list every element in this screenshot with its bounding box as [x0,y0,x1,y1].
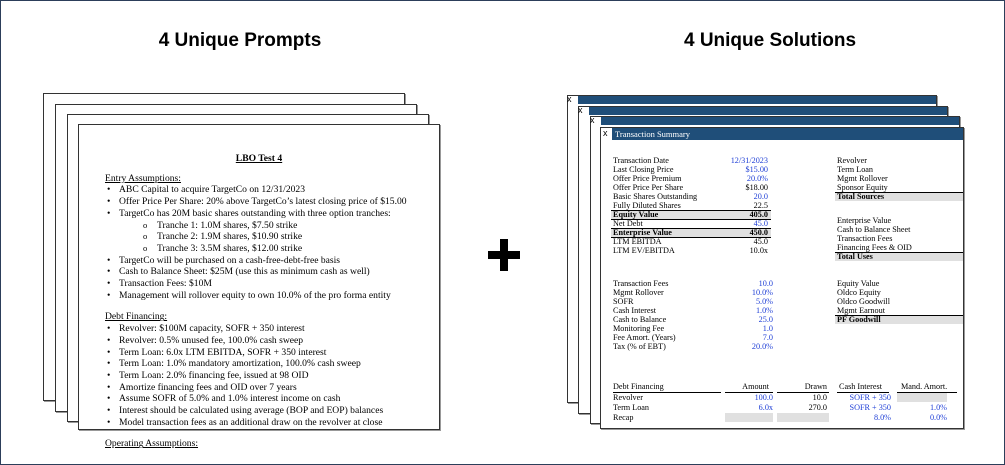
bullet-item: • ABC Capital to acquire TargetCo on 12/31/2023 [79,184,439,196]
summary-value: 45.0 [753,219,768,228]
summary-label: LTM EBITDA [613,237,662,246]
uses_rows-label: Financing Fees & OID [837,243,912,252]
bullet-item: • TargetCo will be purchased on a cash-free-debt-free basis [79,255,439,267]
summary-value: 22.5 [753,201,768,210]
prompts-heading: 4 Unique Prompts [158,30,322,51]
debt-table-header: Mand. Amort. [901,382,948,391]
assumption-value: 10.0% [751,288,773,297]
debt-table-header: Debt Financing [613,382,664,391]
assumption-label: Cash to Balance [613,315,667,324]
tranche-item: o Tranche 2: 1.9M shares, $10.90 strike [79,231,439,243]
assumption-value: 1.0% [755,306,773,315]
transaction-summary-header: Transaction Summary [612,128,963,140]
debt-row-amort: 1.0% [929,403,947,412]
summary-label: Fully Diluted Shares [613,201,681,210]
solutions-heading: 4 Unique Solutions [683,30,857,51]
summary-label: Basic Shares Outstanding [613,192,698,201]
input-shade [725,413,773,422]
assumption-label: Fee Amort. (Years) [613,333,676,342]
goodwill_rows-label: Mgmt Earnout [837,306,885,315]
debt-table-header: Amount [742,382,769,391]
debt-row-drawn: 10.0 [812,393,827,402]
debt-row-interest: SOFR + 350 [849,393,891,402]
bullet-item: • Term Loan: 1.0% mandatory amortization, 100.0% cash sweep [79,358,439,370]
summary-label: Net Debt [613,219,643,228]
debt-table-header: Drawn [804,382,827,391]
window-marker: x [567,94,572,104]
debt-financing-list [79,323,439,428]
bullet-item: • Amortize financing fees and OID over 7 years [79,382,439,394]
assumption-label: Monitoring Fee [613,324,665,333]
assumption-label: SOFR [613,297,634,306]
summary-label: Enterprise Value [613,228,672,237]
assumption-value: 20.0% [751,342,773,351]
debt-row-name: Revolver [613,393,644,402]
bullet-item: • Model transaction fees as an additional draw on the revolver at close [79,417,439,429]
prompt-title: LBO Test 4 [235,153,283,164]
assumption-label: Tax (% of EBT) [613,342,666,351]
solution-page-front [600,127,964,429]
sources_rows-label: Mgmt Rollover [837,174,888,183]
debt-row-amount: 6.0x [758,403,773,412]
entry-assumptions-list [79,184,439,301]
window-marker: x [590,115,595,125]
debt-row-interest: 8.0% [873,413,891,422]
bullet-item: • Interest should be calculated using average (BOP and EOP) balances [79,405,439,417]
uses_rows-label: Enterprise Value [837,216,892,225]
bullet-item: • Management will rollover equity to own 10.0% of the pro forma entity [79,290,439,302]
bullet-item: • Offer Price Per Share: 20% above TargetCo’s latest closing price of $15.00 [79,196,439,208]
sources_rows-label: Sponsor Equity [837,183,888,192]
window-marker: x [578,105,583,115]
assumption-value: 1.0 [762,324,773,333]
debt-row-interest: SOFR + 350 [849,403,891,412]
assumption-value: 25.0 [758,315,773,324]
sources_rows-label: Term Loan [837,165,874,174]
debt-row-drawn: 270.0 [808,403,827,412]
assumption-value: 7.0 [762,333,773,342]
debt-row-amort: 0.0% [929,413,947,422]
sources_rows-label: Total Sources [837,192,885,201]
bullet-item: • Transaction Fees: $10M [79,278,439,290]
assumption-value: 10.0 [758,279,773,288]
assumption-label: Cash Interest [613,306,656,315]
bullet-item: • Cash to Balance Sheet: $25M (use this as minimum cash as well) [79,266,439,278]
bullet-item: • Assume SOFR of 5.0% and 1.0% interest income on cash [79,393,439,405]
summary-value: $15.00 [745,165,768,174]
plus-icon [488,239,520,271]
summary-value: 20.0 [753,192,768,201]
bullet-item: • TargetCo has 20M basic shares outstanding with three option tranches: [79,208,439,220]
assumption-value: 5.0% [755,297,773,306]
summary-value: 10.0x [749,246,768,255]
summary-label: Transaction Date [613,156,669,165]
debt-row-amount: 100.0 [754,393,773,402]
bullet-item: • Term Loan: 2.0% financing fee, issued at 98 OID [79,370,439,382]
tranche-item: o Tranche 1: 1.0M shares, $7.50 strike [79,220,439,232]
operating-assumptions-heading: Operating Assumptions: [105,438,199,450]
summary-label: Equity Value [613,210,659,219]
debt-row-name: Recap [613,413,634,422]
summary-label: Offer Price Per Share [613,183,684,192]
sources_rows-label: Revolver [837,156,868,165]
goodwill_rows-label: Oldco Goodwill [837,297,890,306]
uses_rows-label: Total Uses [837,252,873,261]
debt-table-header: Cash Interest [839,382,882,391]
prompt-page-front [78,124,440,450]
bullet-item: • Revolver: $100M capacity, SOFR + 350 interest [79,323,439,335]
bullet-item: • Term Loan: 6.0x LTM EBITDA, SOFR + 350 interest [79,347,439,359]
debt-financing-heading: Debt Financing: [105,311,168,323]
uses_rows-label: Transaction Fees [837,234,893,243]
window-marker: x [603,128,608,138]
input-shade [897,393,947,402]
goodwill_rows-label: Oldco Equity [837,288,881,297]
assumption-label: Mgmt Rollover [613,288,664,297]
tranche-item: o Tranche 3: 3.5M shares, $12.00 strike [79,243,439,255]
summary-value: 20.0% [746,174,768,183]
summary-label: Offer Price Premium [613,174,682,183]
goodwill_rows-label: PF Goodwill [837,315,881,324]
summary-label: LTM EV/EBITDA [613,246,675,255]
summary-value: 45.0 [753,237,768,246]
entry-assumptions-heading: Entry Assumptions: [105,172,181,184]
goodwill_rows-label: Equity Value [837,279,880,288]
debt-row-name: Term Loan [613,403,650,412]
summary-value: 450.0 [749,228,768,237]
uses_rows-label: Cash to Balance Sheet [837,225,911,234]
summary-value: 405.0 [749,210,768,219]
bullet-item: • Revolver: 0.5% unused fee, 100.0% cash sweep [79,335,439,347]
assumption-label: Transaction Fees [613,279,669,288]
summary-label: Last Closing Price [613,165,674,174]
summary-value: 12/31/2023 [730,156,768,165]
input-shade [777,413,829,422]
summary-value: $18.00 [745,183,768,192]
